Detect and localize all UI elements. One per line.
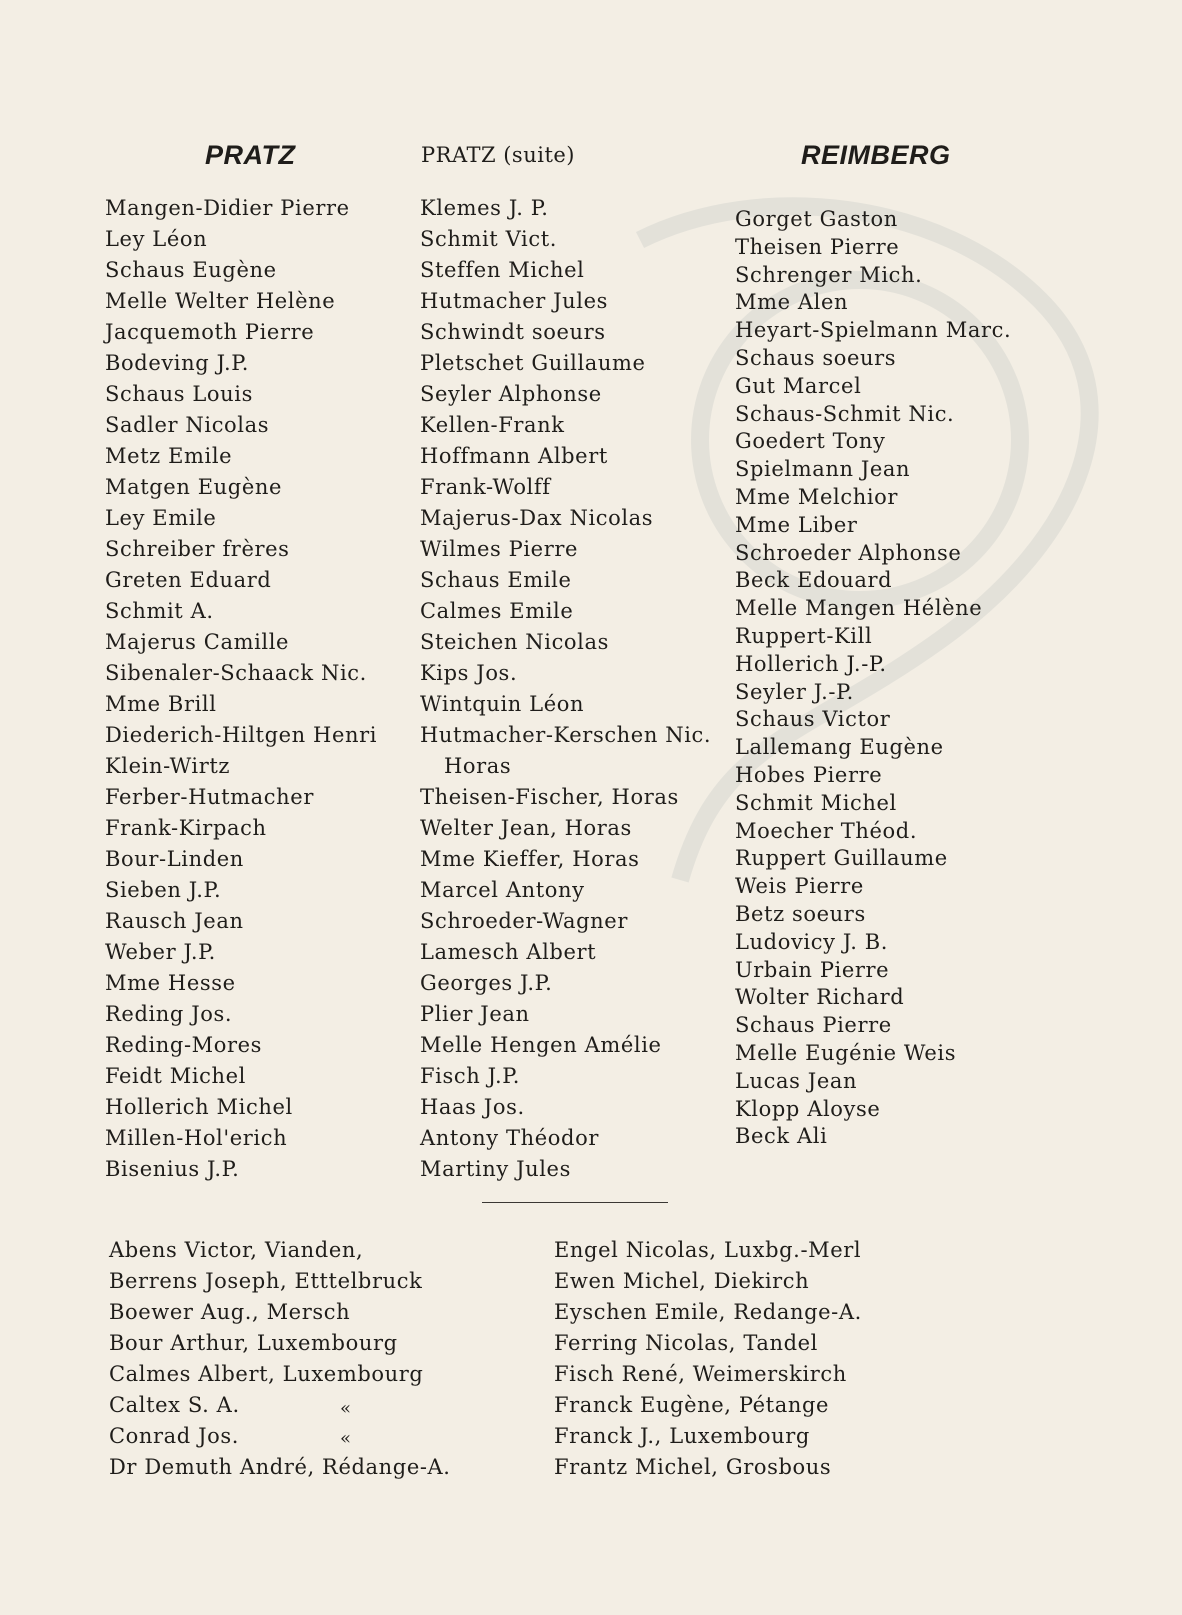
list-item: Hollerich Michel bbox=[105, 1095, 293, 1119]
list-item: Ewen Michel, Diekirch bbox=[554, 1269, 810, 1293]
list-item: Hobes Pierre bbox=[735, 762, 883, 787]
list-item: Calmes Emile bbox=[420, 599, 574, 623]
list-item: Mme Brill bbox=[105, 692, 217, 716]
list-item: Mme Melchior bbox=[735, 484, 899, 509]
list-item: Dr Demuth André, Rédange-A. bbox=[109, 1455, 451, 1479]
list-item: Kellen-Frank bbox=[420, 413, 565, 437]
list-item: Klopp Aloyse bbox=[735, 1096, 881, 1121]
list-item: Mme Alen bbox=[735, 290, 849, 315]
list-item: Klein-Wirtz bbox=[105, 754, 231, 778]
list-item: Ruppert Guillaume bbox=[735, 846, 948, 871]
list-item: Schreiber frères bbox=[105, 537, 290, 561]
list-item: Bodeving J.P. bbox=[105, 351, 249, 375]
list-item: Schaus-Schmit Nic. bbox=[735, 401, 955, 426]
list-item: Hutmacher-Kerschen Nic. bbox=[420, 723, 712, 747]
list-item: Mangen-Didier Pierre bbox=[105, 196, 350, 220]
ditto-mark: « bbox=[340, 1428, 352, 1449]
list-item: Caltex S. A. bbox=[109, 1393, 240, 1417]
list-item: Diederich-Hiltgen Henri bbox=[105, 723, 378, 747]
list-item: Wolter Richard bbox=[735, 985, 905, 1010]
list-item: Schmit Vict. bbox=[420, 227, 558, 251]
list-item: Theisen Pierre bbox=[735, 234, 900, 259]
list-item: Schmit A. bbox=[105, 599, 214, 623]
list-item: Eyschen Emile, Redange-A. bbox=[554, 1300, 862, 1324]
list-item: Greten Eduard bbox=[105, 568, 272, 592]
list-item: Mme Kieffer, Horas bbox=[420, 847, 640, 871]
list-item: Schroeder-Wagner bbox=[420, 909, 628, 933]
list-item: Bour Arthur, Luxembourg bbox=[109, 1331, 398, 1355]
list-item: Plier Jean bbox=[420, 1002, 530, 1026]
list-item: Schaus Victor bbox=[735, 707, 891, 732]
others-right-list bbox=[554, 1235, 862, 1483]
list-item: Melle Eugénie Weis bbox=[735, 1040, 957, 1065]
list-item: Spielmann Jean bbox=[735, 457, 911, 482]
list-item: Conrad Jos. bbox=[109, 1424, 240, 1448]
list-item: Wintquin Léon bbox=[420, 692, 585, 716]
heading-reimberg: REIMBERG bbox=[801, 140, 951, 170]
ditto-mark: « bbox=[340, 1398, 352, 1419]
list-item: Ferring Nicolas, Tandel bbox=[554, 1331, 818, 1355]
list-item: Franck J., Luxembourg bbox=[554, 1424, 810, 1448]
list-item: Pletschet Guillaume bbox=[420, 351, 646, 375]
list-item: Feidt Michel bbox=[105, 1064, 246, 1088]
list-item: Lallemang Eugène bbox=[735, 735, 944, 760]
list-item: Goedert Tony bbox=[735, 429, 886, 454]
list-item: Frank-Wolff bbox=[420, 475, 551, 499]
list-item: Ferber-Hutmacher bbox=[105, 785, 314, 809]
list-item: Schaus soeurs bbox=[735, 345, 897, 370]
list-item: Hutmacher Jules bbox=[420, 289, 609, 313]
list-item: Melle Mangen Hélène bbox=[735, 596, 983, 621]
list-item: Engel Nicolas, Luxbg.-Merl bbox=[554, 1238, 862, 1262]
list-item: Ruppert-Kill bbox=[735, 623, 873, 648]
heading-pratz: PRATZ bbox=[205, 140, 296, 170]
list-item: Heyart-Spielmann Marc. bbox=[735, 318, 1012, 343]
list-item: Schrenger Mich. bbox=[735, 262, 923, 287]
list-item: Lucas Jean bbox=[735, 1068, 858, 1093]
list-item: Calmes Albert, Luxembourg bbox=[109, 1362, 424, 1386]
section-divider bbox=[482, 1202, 668, 1203]
list-item: Lamesch Albert bbox=[420, 940, 597, 964]
list-item: Boewer Aug., Mersch bbox=[109, 1300, 351, 1324]
list-item: Ludovicy J. B. bbox=[735, 929, 889, 954]
list-item: Horas bbox=[444, 754, 512, 778]
list-item: Seyler J.-P. bbox=[735, 679, 854, 704]
list-item: Gorget Gaston bbox=[735, 207, 898, 231]
list-item: Melle Hengen Amélie bbox=[420, 1033, 662, 1057]
reimberg-list bbox=[735, 206, 1011, 1151]
list-item: Wilmes Pierre bbox=[420, 537, 579, 561]
list-item: Fisch René, Weimerskirch bbox=[554, 1362, 847, 1386]
list-item: Franck Eugène, Pétange bbox=[554, 1393, 830, 1417]
list-item: Sadler Nicolas bbox=[105, 413, 270, 437]
list-item: Mme Liber bbox=[735, 512, 858, 537]
list-item: Beck Ali bbox=[735, 1124, 828, 1149]
list-item: Klemes J. P. bbox=[420, 196, 549, 220]
list-item: Majerus Camille bbox=[105, 630, 290, 654]
list-item: Seyler Alphonse bbox=[420, 382, 602, 406]
list-item: Schaus Eugène bbox=[105, 258, 277, 282]
pratz-list bbox=[105, 193, 377, 1185]
list-item: Reding Jos. bbox=[105, 1002, 233, 1026]
list-item: Metz Emile bbox=[105, 444, 233, 468]
list-item: Melle Welter Helène bbox=[105, 289, 336, 313]
list-item: Schroeder Alphonse bbox=[735, 540, 962, 565]
list-item: Frantz Michel, Grosbous bbox=[554, 1455, 832, 1479]
others-left-list bbox=[109, 1235, 451, 1483]
list-item: Bour-Linden bbox=[105, 847, 244, 871]
list-item: Ley Léon bbox=[105, 227, 208, 251]
list-item: Mme Hesse bbox=[105, 971, 236, 995]
list-item: Welter Jean, Horas bbox=[420, 816, 632, 840]
list-item: Abens Victor, Vianden, bbox=[109, 1238, 364, 1262]
list-item: Frank-Kirpach bbox=[105, 816, 267, 840]
list-item: Majerus-Dax Nicolas bbox=[420, 506, 654, 530]
list-item: Schaus Louis bbox=[105, 382, 253, 406]
list-item: Reding-Mores bbox=[105, 1033, 263, 1057]
list-item: Antony Théodor bbox=[420, 1126, 599, 1150]
list-item: Martiny Jules bbox=[420, 1157, 571, 1181]
list-item: Schmit Michel bbox=[735, 790, 897, 815]
list-item: Steichen Nicolas bbox=[420, 630, 609, 654]
list-item: Haas Jos. bbox=[420, 1095, 525, 1119]
list-item: Hoffmann Albert bbox=[420, 444, 608, 468]
list-item: Gut Marcel bbox=[735, 373, 862, 398]
list-item: Fisch J.P. bbox=[420, 1064, 521, 1088]
list-item: Sieben J.P. bbox=[105, 878, 222, 902]
list-item: Moecher Théod. bbox=[735, 818, 918, 843]
list-item: Theisen-Fischer, Horas bbox=[420, 785, 679, 809]
list-item: Steffen Michel bbox=[420, 258, 585, 282]
list-item: Sibenaler-Schaack Nic. bbox=[105, 661, 367, 685]
list-item: Beck Edouard bbox=[735, 568, 893, 593]
list-item: Bisenius J.P. bbox=[105, 1157, 240, 1181]
list-item: Jacquemoth Pierre bbox=[105, 320, 315, 344]
heading-pratz-suite: PRATZ (suite) bbox=[421, 143, 576, 167]
list-item: Rausch Jean bbox=[105, 909, 244, 933]
list-item: Georges J.P. bbox=[420, 971, 553, 995]
list-item: Schaus Pierre bbox=[735, 1013, 892, 1038]
list-item: Millen-Hol'erich bbox=[105, 1126, 288, 1150]
list-item: Hollerich J.-P. bbox=[735, 651, 887, 676]
list-item: Ley Emile bbox=[105, 506, 217, 530]
pratz-suite-list bbox=[420, 193, 711, 1185]
list-item: Berrens Joseph, Etttelbruck bbox=[109, 1269, 423, 1293]
list-item: Weber J.P. bbox=[105, 940, 216, 964]
list-item: Betz soeurs bbox=[735, 901, 866, 926]
list-item: Matgen Eugène bbox=[105, 475, 283, 499]
list-item: Weis Pierre bbox=[735, 874, 864, 899]
list-item: Marcel Antony bbox=[420, 878, 585, 902]
list-item: Schwindt soeurs bbox=[420, 320, 606, 344]
list-item: Kips Jos. bbox=[420, 661, 518, 685]
list-item: Urbain Pierre bbox=[735, 957, 890, 982]
list-item: Schaus Emile bbox=[420, 568, 572, 592]
